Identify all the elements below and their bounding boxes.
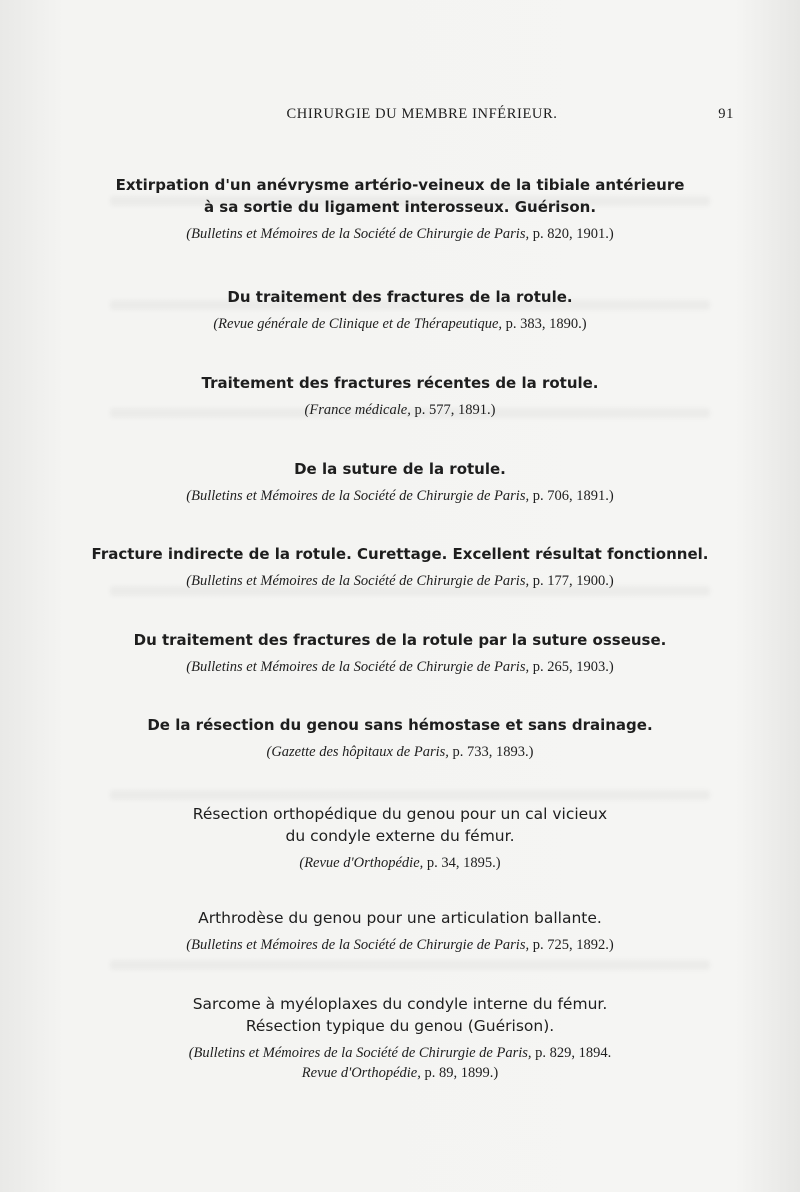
entry-citation <box>0 935 800 955</box>
citation-page: p. 383, 1890.) <box>502 316 587 332</box>
citation-page: p. 725, 1892.) <box>529 937 614 953</box>
citation-page: p. 820, 1901.) <box>529 226 614 242</box>
page-number: 91 <box>718 106 734 122</box>
citation-page: p. 177, 1900.) <box>529 573 614 589</box>
bibliography-entry <box>0 372 800 420</box>
citation-source: Revue d'Orthopédie, <box>301 1065 421 1081</box>
entry-title-line: à sa sortie du ligament interosseux. Guérison. <box>203 198 597 216</box>
citation-source: (Bulletins et Mémoires de la Société de Chirurgie de Paris, <box>186 937 530 953</box>
citation-page: p. 733, 1893.) <box>448 744 534 760</box>
citation-source: (Bulletins et Mémoires de la Société de Chirurgie de Paris, <box>186 573 530 589</box>
bibliography-entry <box>0 286 800 334</box>
entry-citation <box>0 1063 800 1083</box>
entry-citation <box>0 571 800 591</box>
citation-source: (Bulletins et Mémoires de la Société de Chirurgie de Paris, <box>186 226 530 242</box>
bibliography-entry <box>0 714 800 762</box>
bibliography-entry <box>0 458 800 506</box>
citation-source: (Bulletins et Mémoires de la Société de Chirurgie de Paris, <box>186 659 530 675</box>
entry-citation <box>0 314 800 334</box>
citation-page: p. 829, 1894. <box>531 1045 612 1061</box>
citation-page: p. 89, 1899.) <box>420 1065 499 1081</box>
running-head <box>0 106 800 126</box>
bibliography-entry <box>0 629 800 677</box>
entry-title-line: De la suture de la rotule. <box>294 460 506 478</box>
entry-title-line: De la résection du genou sans hémostase et sans drainage. <box>147 716 653 734</box>
entry-citation <box>0 742 800 762</box>
entry-title-line: Du traitement des fractures de la rotule. <box>227 288 573 306</box>
entry-citation <box>0 224 800 244</box>
citation-source: (Revue d'Orthopédie, <box>299 855 424 871</box>
bibliography-entry <box>0 543 800 591</box>
citation-page: p. 706, 1891.) <box>529 488 614 504</box>
entry-citation <box>0 657 800 677</box>
citation-source: (France médicale, <box>304 402 411 418</box>
entry-title-line: Traitement des fractures récentes de la rotule. <box>201 374 599 392</box>
entry-title-line: Résection orthopédique du genou pour un cal vicieux <box>192 805 608 823</box>
citation-source: (Bulletins et Mémoires de la Société de Chirurgie de Paris, <box>186 488 530 504</box>
entry-title-line: Fracture indirecte de la rotule. Curettage. Excellent résultat fonctionnel. <box>91 545 709 563</box>
running-title: CHIRURGIE DU MEMBRE INFÉRIEUR. <box>286 106 558 122</box>
bibliography-entry <box>0 803 800 873</box>
entry-title-line: Du traitement des fractures de la rotule par la suture osseuse. <box>133 631 667 649</box>
bibliography-entry <box>0 907 800 955</box>
citation-page: p. 577, 1891.) <box>410 402 496 418</box>
bleed-through-line <box>110 790 710 800</box>
entry-citation <box>0 400 800 420</box>
citation-source: (Bulletins et Mémoires de la Société de Chirurgie de Paris, <box>188 1045 532 1061</box>
entry-title-line: Arthrodèse du genou pour une articulation ballante. <box>198 909 602 927</box>
entry-title-line: Extirpation d'un anévrysme artério-veineux de la tibiale antérieure <box>115 176 685 194</box>
entry-title-line: Résection typique du genou (Guérison). <box>245 1017 555 1035</box>
entry-citation <box>0 486 800 506</box>
bleed-through-line <box>110 960 710 970</box>
citation-page: p. 34, 1895.) <box>423 855 501 871</box>
entry-title-line: du condyle externe du fémur. <box>285 827 515 845</box>
bibliography-entry <box>0 993 800 1083</box>
entry-citation <box>0 1043 800 1063</box>
entry-citation <box>0 853 800 873</box>
citation-source: (Gazette des hôpitaux de Paris, <box>266 744 449 760</box>
bibliography-entry <box>0 174 800 244</box>
citation-page: p. 265, 1903.) <box>529 659 614 675</box>
citation-source: (Revue générale de Clinique et de Thérapeutique, <box>213 316 503 332</box>
entry-title-line: Sarcome à myéloplaxes du condyle interne du fémur. <box>192 995 608 1013</box>
